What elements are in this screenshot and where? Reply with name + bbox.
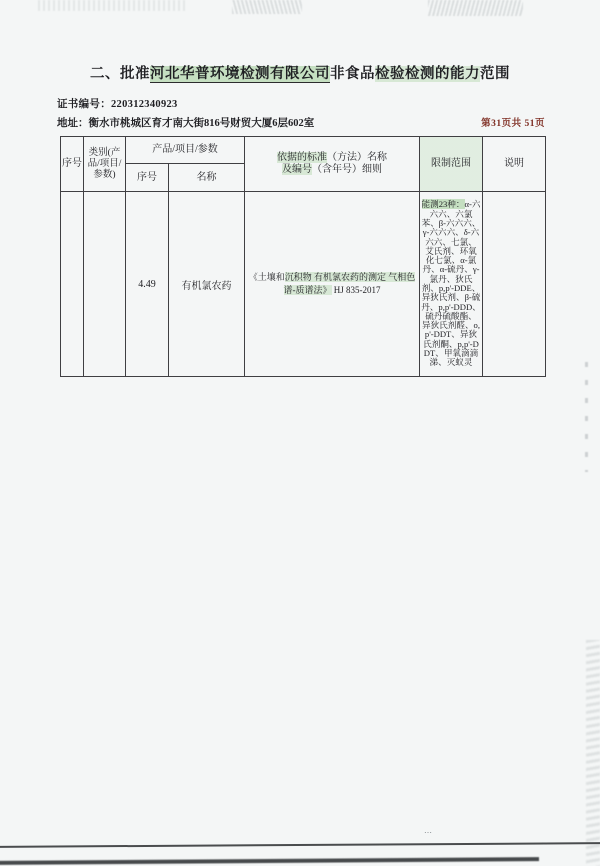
standard-part-1: 《土壤和 bbox=[248, 272, 285, 282]
address-value: 衡水市桃城区育才南大街816号财贸大厦6层602室 bbox=[88, 118, 315, 129]
header-limit-range: 限制范围 bbox=[420, 137, 483, 192]
cell-standard-method bbox=[245, 192, 420, 377]
header-standard-l1-rest: （方法）名称 bbox=[327, 152, 387, 163]
header-note: 说明 bbox=[483, 137, 546, 192]
page-number-info: 第31页共 51页 bbox=[481, 119, 545, 129]
header-standard-l2-highlight: 及编号 bbox=[282, 164, 312, 175]
certificate-number-line bbox=[57, 96, 545, 111]
header-seq: 序号 bbox=[61, 137, 84, 192]
title-prefix: 二、批准 bbox=[90, 66, 150, 82]
header-sub-seq: 序号 bbox=[126, 164, 169, 192]
address-text bbox=[57, 115, 314, 130]
certificate-number-value: 220312340923 bbox=[111, 99, 178, 110]
title-highlighted-phrase: 检验检测的能力 bbox=[375, 66, 480, 82]
limit-prefix-highlighted: 能测23种： bbox=[421, 199, 465, 210]
header-standard bbox=[245, 137, 420, 192]
title-company-name-highlighted: 河北华普环境检测有限公司 bbox=[150, 66, 330, 82]
scan-page-bottom-shadow-band bbox=[0, 857, 539, 865]
title-middle: 非食品 bbox=[330, 66, 375, 82]
address-label: 地址： bbox=[57, 118, 89, 129]
table-row bbox=[61, 192, 546, 377]
scan-noise-right-edge bbox=[585, 362, 588, 472]
certificate-number-label: 证书编号： bbox=[57, 99, 111, 110]
cell-seq bbox=[61, 192, 84, 377]
cell-sub-seq: 4.49 bbox=[126, 192, 169, 377]
scan-mark-dots: … bbox=[424, 826, 434, 835]
document-title bbox=[0, 0, 600, 83]
limit-compound-list: α-六六六、六氯苯、β-六六六、γ-六六六、δ-六六六、七氯、艾氏剂、环氧化七氯、α-氯丹、α-硫丹、γ-氯丹、狄氏剂、p,p'-DDE、异狄氏剂、β-硫丹、p,p'-DDD、硫丹硫酸酯、异狄氏剂醛、o,p'-DDT、异狄氏剂酮、p,p'-DDT、甲氧滴滴涕、灭蚁灵 bbox=[421, 199, 481, 368]
standard-highlighted: 沉积物 有机氯农药的测定 气相色谱-质谱法》 bbox=[283, 272, 416, 295]
cell-limit-range bbox=[420, 192, 483, 377]
standard-code: HJ 835-2017 bbox=[331, 285, 381, 295]
scan-page-bottom-edge-line bbox=[0, 842, 600, 848]
cell-category bbox=[84, 192, 126, 377]
header-product-group: 产品/项目/参数 bbox=[126, 137, 245, 164]
header-category: 类别(产品/项目/参数) bbox=[84, 137, 126, 192]
title-suffix: 范围 bbox=[480, 66, 510, 82]
cell-parameter-name: 有机氯农药 bbox=[169, 192, 245, 377]
document-meta bbox=[57, 96, 545, 130]
header-sub-name: 名称 bbox=[169, 164, 245, 192]
capability-table bbox=[60, 136, 546, 377]
cell-note bbox=[483, 192, 546, 377]
header-standard-l1-highlight: 依据的标准 bbox=[277, 152, 327, 163]
address-line bbox=[57, 115, 545, 130]
header-standard-l2-rest: （含年号）细则 bbox=[312, 164, 382, 175]
scan-noise-bottom-right bbox=[586, 640, 600, 866]
table-header-row-1 bbox=[61, 137, 546, 164]
